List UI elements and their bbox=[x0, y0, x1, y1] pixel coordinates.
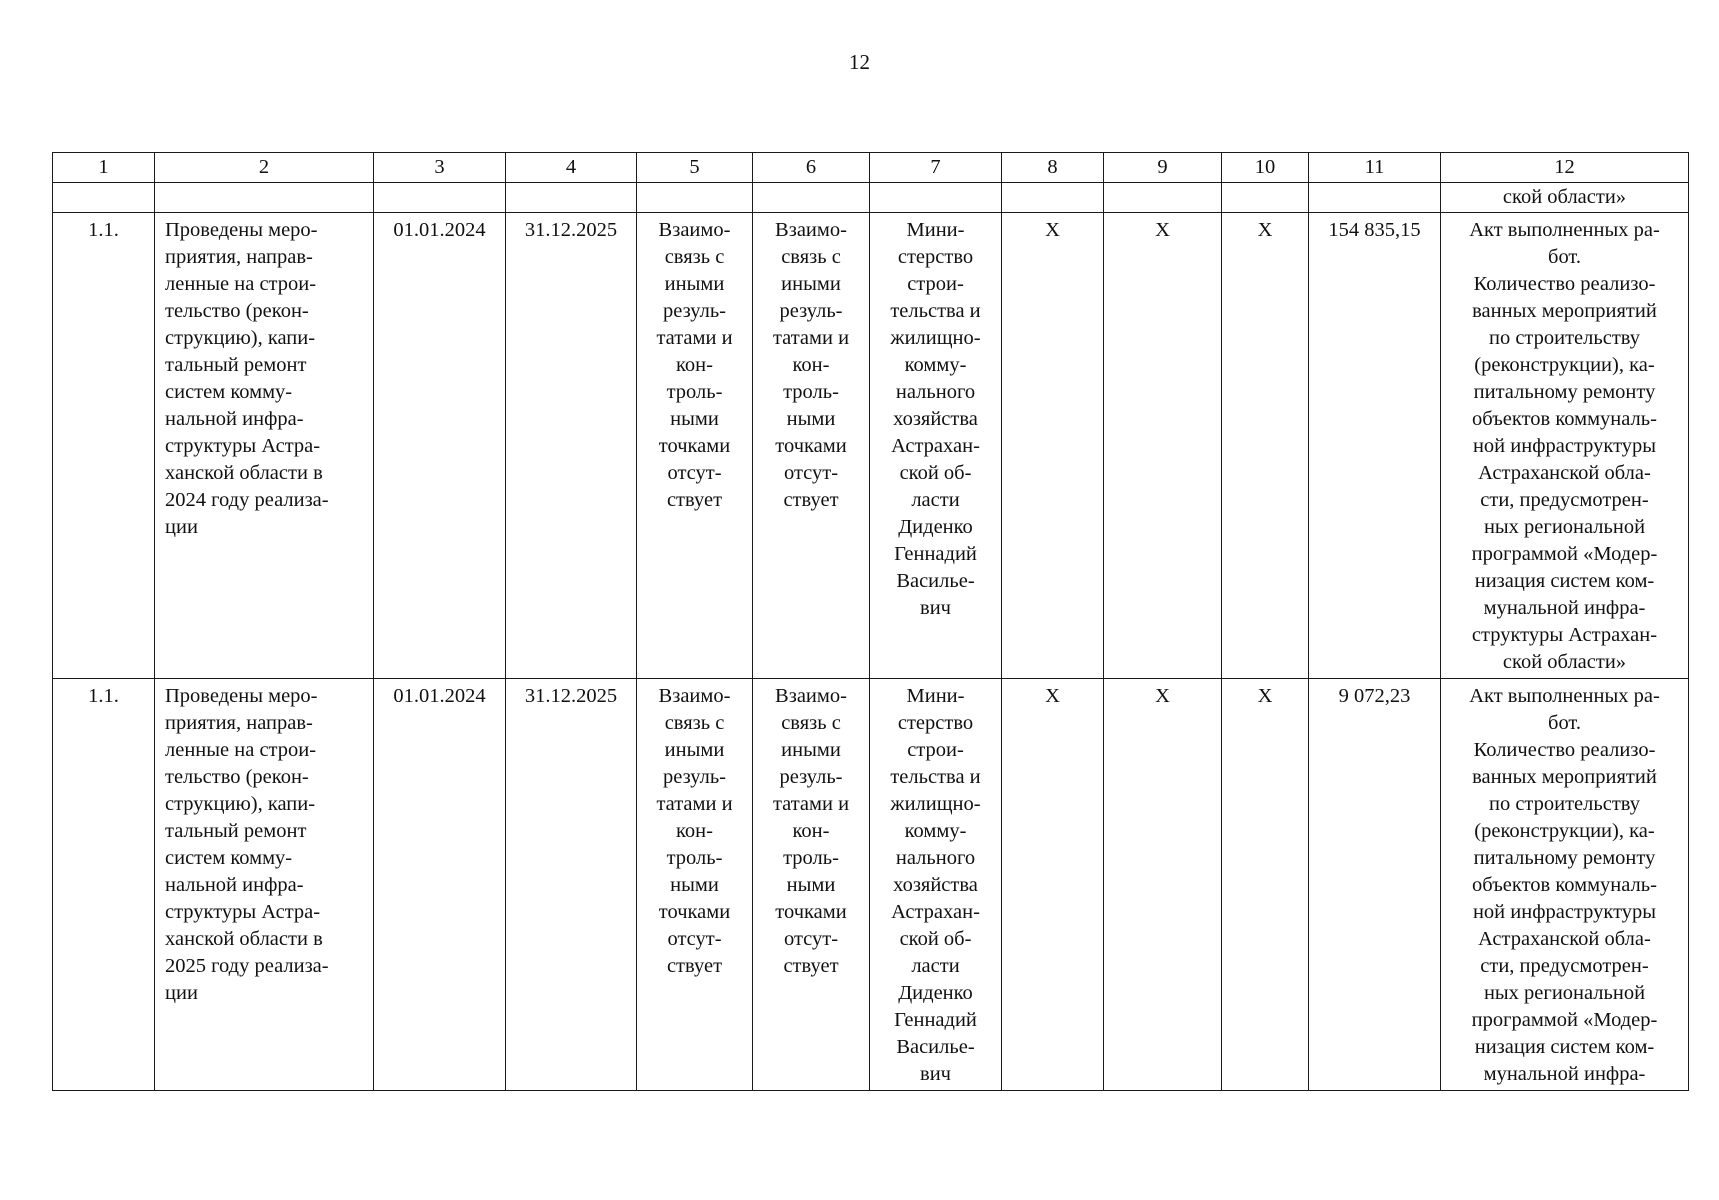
continuation-row bbox=[53, 183, 1689, 213]
column-header: 1 bbox=[53, 153, 155, 183]
column-header: 7 bbox=[870, 153, 1002, 183]
result-description: Акт выполненных ра- бот. Количество реализо- ванных мероприятий по строительству (реконструкции), ка- питальному ремонту объектов коммуналь- ной инфраструктуры Астраханской обла- сти, предусмотрен- ных региональной программой «Модер- низация систем ком- мунальной инфра- структуры Астрахан- ской области» bbox=[1441, 213, 1689, 679]
column-number-row bbox=[53, 153, 1689, 183]
relation-text: Взаимо- связь с иными резуль- татами и кон- троль- ными точками отсут- ствует bbox=[753, 679, 870, 1091]
x-mark: Х bbox=[1222, 679, 1309, 1091]
page-number: 12 bbox=[849, 50, 870, 74]
relation-text: Взаимо- связь с иными резуль- татами и кон- троль- ными точками отсут- ствует bbox=[637, 679, 753, 1091]
row-description: Проведены меро- приятия, направ- ленные на строи- тельство (рекон- струкцию), капи- тальный ремонт систем комму- нальной инфра- структуры Астра- ханской области в 2025 году реализа- ции bbox=[155, 679, 374, 1091]
x-mark: Х bbox=[1002, 679, 1104, 1091]
column-header: 2 bbox=[155, 153, 374, 183]
column-header: 11 bbox=[1309, 153, 1441, 183]
column-header: 10 bbox=[1222, 153, 1309, 183]
start-date: 01.01.2024 bbox=[374, 213, 506, 679]
result-description: Акт выполненных ра- бот. Количество реализо- ванных мероприятий по строительству (реконструкции), ка- питальному ремонту объектов коммуналь- ной инфраструктуры Астраханской обла- сти, предусмотрен- ных региональной программой «Модер- низация систем ком- мунальной инфра- bbox=[1441, 679, 1689, 1091]
column-header: 5 bbox=[637, 153, 753, 183]
x-mark: Х bbox=[1002, 213, 1104, 679]
column-header: 12 bbox=[1441, 153, 1689, 183]
table-row bbox=[53, 213, 1689, 679]
table-row bbox=[53, 679, 1689, 1091]
x-mark: Х bbox=[1222, 213, 1309, 679]
end-date: 31.12.2025 bbox=[506, 213, 637, 679]
amount: 154 835,15 bbox=[1309, 213, 1441, 679]
column-header: 6 bbox=[753, 153, 870, 183]
results-table bbox=[52, 152, 1689, 1091]
end-date: 31.12.2025 bbox=[506, 679, 637, 1091]
column-header: 4 bbox=[506, 153, 637, 183]
row-number: 1.1. bbox=[53, 679, 155, 1091]
x-mark: Х bbox=[1104, 679, 1222, 1091]
row-number: 1.1. bbox=[53, 213, 155, 679]
column-header: 8 bbox=[1002, 153, 1104, 183]
amount: 9 072,23 bbox=[1309, 679, 1441, 1091]
responsible-person: Мини- стерство строи- тельства и жилищно- комму- нального хозяйства Астрахан- ской об- ласти Диденко Геннадий Василье- вич bbox=[870, 213, 1002, 679]
start-date: 01.01.2024 bbox=[374, 679, 506, 1091]
column-header: 3 bbox=[374, 153, 506, 183]
responsible-person: Мини- стерство строи- тельства и жилищно- комму- нального хозяйства Астрахан- ской об- ласти Диденко Геннадий Василье- вич bbox=[870, 679, 1002, 1091]
continuation-text: ской области» bbox=[1441, 183, 1689, 213]
relation-text: Взаимо- связь с иными резуль- татами и кон- троль- ными точками отсут- ствует bbox=[753, 213, 870, 679]
column-header: 9 bbox=[1104, 153, 1222, 183]
x-mark: Х bbox=[1104, 213, 1222, 679]
row-description: Проведены меро- приятия, направ- ленные на строи- тельство (рекон- струкцию), капи- тальный ремонт систем комму- нальной инфра- структуры Астра- ханской области в 2024 году реализа- ции bbox=[155, 213, 374, 679]
relation-text: Взаимо- связь с иными резуль- татами и кон- троль- ными точками отсут- ствует bbox=[637, 213, 753, 679]
